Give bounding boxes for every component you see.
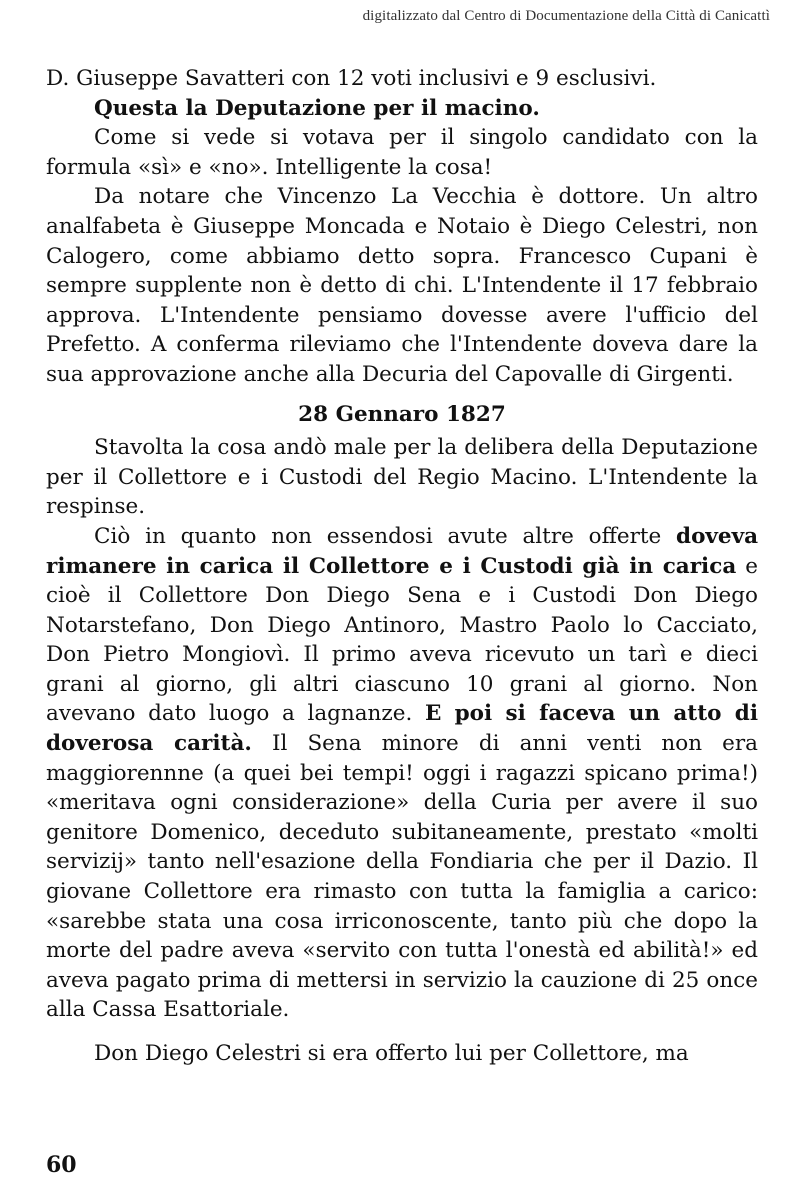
bold-text-run: E poi si faceva un atto di doverosa carità. bbox=[46, 701, 758, 757]
paragraph-vote-result: D. Giuseppe Savatteri con 12 voti inclusivi e 9 esclusivi. bbox=[46, 66, 657, 91]
section-heading-date: 28 Gennaro 1827 bbox=[298, 401, 506, 427]
digitization-header: digitalizzato dal Centro di Documentazione della Città di Canicattì bbox=[362, 8, 770, 24]
paragraph-voting-method: Come si vede si votava per il singolo candidato con la formula «sì» e «no». Intelligente la cosa! bbox=[46, 125, 758, 180]
paragraph-gap bbox=[46, 1025, 758, 1039]
page-number: 60 bbox=[46, 1152, 77, 1178]
paragraph-collettore-custodi bbox=[46, 522, 758, 1025]
paragraph-deputation-statement: Questa la Deputazione per il macino. bbox=[94, 95, 540, 121]
paragraph-notes-intendente: Da notare che Vincenzo La Vecchia è dottore. Un altro analfabeta è Giuseppe Moncada e Notaio è Diego Celestri, non Calogero, come abbiamo detto sopra. Francesco Cupani è sempre supplente non è detto di chi. L'Intendente il 17 febbraio approva. L'Intendente pensiamo dovesse avere l'ufficio del Prefetto. A conferma rileviamo che l'Intendente doveva dare la sua approvazione anche alla Decuria del Capovalle di Girgenti. bbox=[46, 184, 758, 387]
page-body bbox=[46, 64, 758, 1069]
paragraph-delibera-rejected: Stavolta la cosa andò male per la delibera della Deputazione per il Collettore e i Custodi del Regio Macino. L'Intendente la respinse. bbox=[46, 435, 758, 520]
bold-text-run: doveva rimanere in carica il Collettore e i Custodi già in carica bbox=[46, 523, 758, 579]
text-run: e cioè il Collettore Don Diego Sena e i Custodi Don Diego Notarstefano, Don Diego Antinoro, Mastro Paolo lo Cacciato, Don Pietro Mongiovì. Il primo aveva ricevuto un tarì e dieci grani al giorno, gli altri ciascuno 10 grani al giorno. Non avevano dato luogo a lagnanze. bbox=[46, 553, 758, 727]
text-run: Il Sena minore di anni venti non era maggiorennne (a quei bei tempi! oggi i ragazzi spicano prima!) «meritava ogni considerazione» della Curia per avere il suo genitore Domenico, deceduto subitaneamente, prestato «molti servizij» tanto nell'esazione della Fondiaria che per il Dazio. Il giovane Collettore era rimasto con tutta la famiglia a carico: «sarebbe stata una cosa irriconoscente, tanto più che dopo la morte del padre aveva «servito con tutta l'onestà ed abilità!» ed aveva pagato prima di mettersi in servizio la cauzione di 25 once alla Cassa Esattoriale. bbox=[46, 731, 758, 1023]
paragraph-celestri-offer: Don Diego Celestri si era offerto lui per Collettore, ma bbox=[94, 1041, 689, 1066]
text-run: Ciò in quanto non essendosi avute altre offerte bbox=[94, 523, 677, 549]
